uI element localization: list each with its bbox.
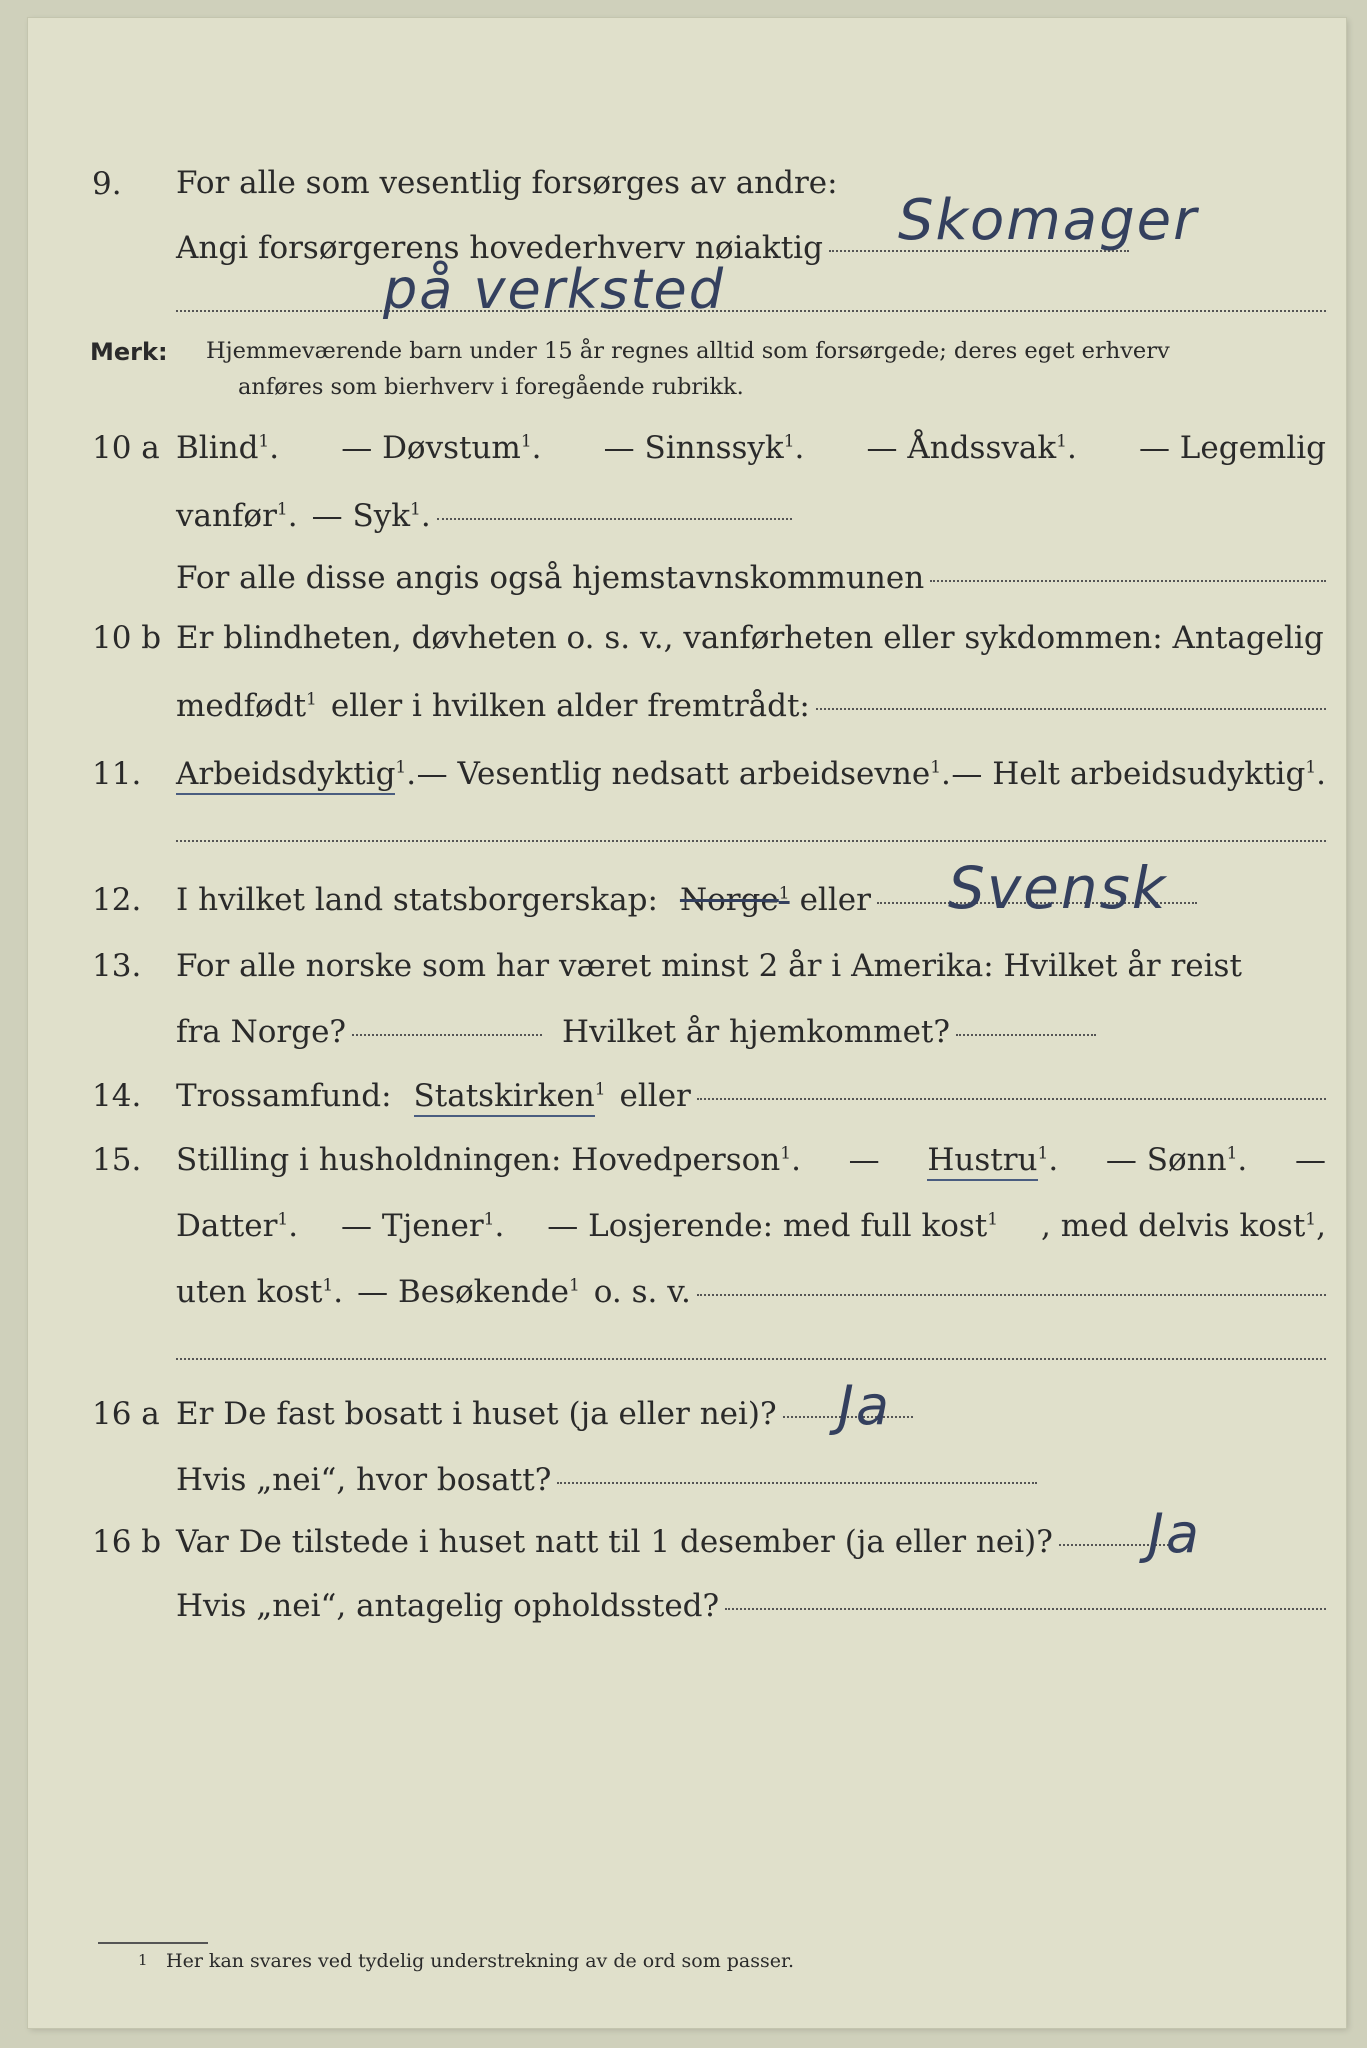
dash: — (1294, 1142, 1326, 1178)
question-text: Var De tilstede i huset natt til 1 desember (ja eller nei)? (176, 1524, 1053, 1560)
option-arbeidsdyktig: Arbeidsdyktig$^1$. (176, 754, 416, 794)
option-full-kost: — Losjerende: med full kost$^1$ (547, 1208, 999, 1244)
question-number: 14. (92, 1078, 142, 1114)
question-text: Hvis „nei“, hvor bosatt? (176, 1462, 552, 1498)
footnote-text: Her kan svares ved tydelig understrekning av de ord som passer. (166, 1950, 795, 1972)
question-text: eller (799, 882, 871, 918)
question-text: I hvilket land statsborgerskap: (176, 882, 658, 918)
option-vanfor: vanfør$^1$. (176, 498, 298, 534)
question-text: Angi forsørgerens hovederhverv nøiaktig (176, 230, 823, 266)
question-number: 10 b (92, 620, 162, 656)
question-text: Er De fast bosatt i huset (ja eller nei)? (176, 1396, 777, 1432)
answer-line (176, 1358, 1326, 1360)
answer-line (930, 580, 1326, 582)
handwritten-answer: Ja (1148, 1502, 1202, 1565)
handwritten-answer: på verksted (383, 258, 725, 321)
answer-line (557, 1482, 1037, 1484)
question-text: eller (619, 1078, 691, 1114)
footnote-mark: 1 (138, 1951, 148, 1969)
note-text: anføres som bierhverv i foregående rubrikk. (238, 374, 744, 400)
question-number: 16 a (92, 1396, 160, 1432)
question-text: Trossamfund: (176, 1078, 392, 1114)
option-datter: Datter$^1$. (176, 1208, 299, 1244)
question-text: fra Norge? (176, 1014, 347, 1050)
question-text: Hvis „nei“, antagelig opholdssted? (176, 1588, 720, 1624)
answer-line (816, 708, 1326, 710)
option-hustru: Hustru$^1$. (927, 1140, 1058, 1180)
option-hovedperson: Stilling i husholdningen: Hovedperson$^1$. (176, 1142, 801, 1178)
footnote-rule (98, 1942, 208, 1944)
question-text: For alle norske som har været minst 2 år i Amerika: Hvilket år reist (176, 948, 1242, 984)
question-number: 13. (92, 948, 142, 984)
answer-line (956, 1034, 1096, 1036)
question-text: Hvilket år hjemkommet? (562, 1014, 951, 1050)
option-dovstum: — Døvstum$^1$. (341, 430, 542, 466)
option-medfodt: medfødt$^1$ (176, 688, 317, 724)
option-blind: Blind$^1$. (176, 430, 280, 466)
answer-line (352, 1034, 542, 1036)
note-label: Merk: (90, 338, 168, 366)
handwritten-answer: Ja (838, 1374, 892, 1437)
option-sinnssyk: — Sinnssyk$^1$. (603, 430, 805, 466)
question-text: o. s. v. (593, 1274, 691, 1310)
option-sonn: — Sønn$^1$. (1105, 1142, 1248, 1178)
question-text: For alle som vesentlig forsørges av andre: (176, 165, 838, 201)
dash: — (848, 1142, 880, 1178)
note-text: Hjemmeværende barn under 15 år regnes alltid som forsørgede; deres eget erhverv (206, 338, 1170, 364)
option-uten-kost: uten kost$^1$. (176, 1274, 344, 1310)
option-statskirken: Statskirken$^1$ (414, 1076, 606, 1116)
answer-line (697, 1098, 1326, 1100)
census-form-page (28, 18, 1346, 2028)
question-text: eller i hvilken alder fremtrådt: (330, 688, 810, 724)
option-legemlig: — Legemlig (1138, 430, 1326, 466)
option-tjener: — Tjener$^1$. (341, 1208, 505, 1244)
option-andssvak: — Åndssvak$^1$. (866, 430, 1077, 466)
option-nedsatt: — Vesentlig nedsatt arbeidsevne$^1$. (416, 756, 951, 792)
answer-line (437, 518, 792, 520)
handwritten-answer: Skomager (898, 188, 1199, 253)
question-text: For alle disse angis også hjemstavnskommunen (176, 560, 925, 596)
question-number: 10 a (92, 430, 160, 466)
question-number: 12. (92, 882, 142, 918)
answer-line (697, 1294, 1326, 1296)
question-number: 15. (92, 1142, 142, 1178)
answer-line (725, 1608, 1326, 1610)
option-syk: — Syk$^1$. (311, 498, 431, 534)
question-text: Er blindheten, døvheten o. s. v., vanførheten eller sykdommen: Antagelig (176, 620, 1324, 656)
option-besokende: — Besøkende$^1$ (357, 1274, 580, 1310)
option-norge: Norge$^1$ (679, 882, 790, 918)
option-udyktig: — Helt arbeidsudyktig$^1$. (951, 756, 1326, 792)
handwritten-answer: Svensk (948, 854, 1168, 922)
option-delvis-kost: , med delvis kost$^1$, (1041, 1208, 1326, 1244)
answer-line (176, 840, 1326, 842)
question-number: 9. (92, 166, 122, 202)
question-number: 11. (92, 756, 142, 792)
question-number: 16 b (92, 1524, 162, 1560)
answer-line (176, 310, 1326, 312)
